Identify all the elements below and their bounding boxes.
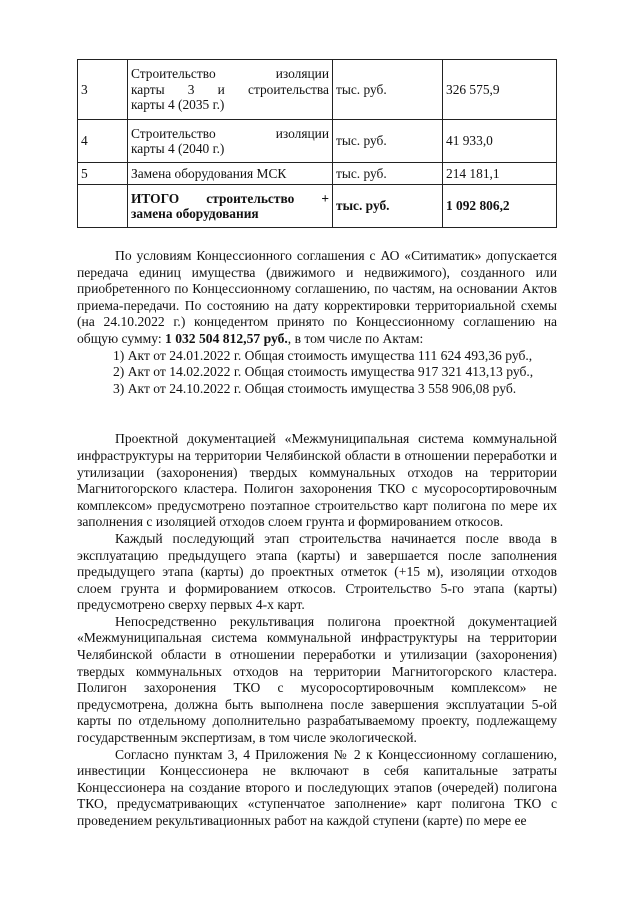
- paragraph-concession: По условиям Концессионного соглашения с АО «Ситиматик» допускается передача единиц имущества (движимого и недвижимого), созданного или приобретенного по Концессионному соглашению, по частям, на основании Актов приема-передачи. По состоянию на дату корректировки территориальной схемы (на 24.10.2022 г.) концедентом принято по Концессионному соглашению на общую сумму: 1 032 504 812,57 руб., в том числе по Актам:: [77, 248, 557, 346]
- row-number: 5: [78, 163, 128, 185]
- row-unit: тыс. руб.: [333, 60, 443, 120]
- table-row: [78, 120, 557, 163]
- table-total-row: [78, 185, 557, 228]
- body-text: [77, 248, 557, 830]
- cost-table: [77, 59, 557, 228]
- act-item: 3) Акт от 24.10.2022 г. Общая стоимость имущества 3 558 906,08 руб.: [113, 380, 517, 396]
- row-value: 326 575,9: [443, 60, 557, 120]
- row-name: ИТОГО строительство + замена оборудования: [128, 185, 333, 228]
- total-sum: 1 032 504 812,57 руб.: [165, 330, 288, 346]
- paragraph-project: Проектной документацией «Межмуниципальная система коммунальной инфраструктуры на территории Челябинской области в отношении переработки и утилизации (захоронения) твердых коммунальных отходов на территории Магнитогорского кластера. Полигон захоронения ТКО с мусоросортировочным комплексом» предусмотрено поэтапное строительство карт полигона по мере их заполнения с изоляцией отходов слоем грунта и формированием откосов.: [77, 431, 557, 530]
- act-item: 1) Акт от 24.01.2022 г. Общая стоимость имущества 111 624 493,36 руб.,: [113, 347, 533, 363]
- row-number: [78, 185, 128, 228]
- row-value: 214 181,1: [443, 163, 557, 185]
- paragraph-stages: Каждый последующий этап строительства начинается после ввода в эксплуатацию предыдущего этапа (карты) и завершается после заполнения предыдущего этапа (карты) до проектных отметок (+15 м), изоляции отходов слоем грунта и формированием откосов. Строительство 5-го этапа (карты) предусмотрено сверху первых 4-х карт.: [77, 530, 557, 613]
- row-number: 4: [78, 120, 128, 163]
- table-row: [78, 60, 557, 120]
- act-item: 2) Акт от 14.02.2022 г. Общая стоимость имущества 917 321 413,13 руб.,: [113, 364, 534, 380]
- paragraph-recultivation: Непосредственно рекультивация полигона проектной документацией «Межмуниципальная система коммунальной инфраструктуры на территории Челябинской области в отношении переработки и утилизации (захоронения) твердых коммунальных отходов на территории Магнитогорского кластера. Полигон захоронения ТКО с мусоросортировочным комплексом» не предусмотрена, должна быть выполнена после завершения эксплуатации 5-ой карты по отдельному дополнительно разрабатываемому проекту, подлежащему государственным экспертизам, в том числе экологической.: [77, 613, 557, 746]
- row-name: Замена оборудования МСК: [128, 163, 333, 185]
- row-unit: тыс. руб.: [333, 185, 443, 228]
- row-unit: тыс. руб.: [333, 163, 443, 185]
- row-number: 3: [78, 60, 128, 120]
- row-unit: тыс. руб.: [333, 120, 443, 163]
- row-name: Строительство изоляции карты 3 и строительства карты 4 (2035 г.): [128, 60, 333, 120]
- paragraph-investments: Согласно пунктам 3, 4 Приложения № 2 к Концессионному соглашению, инвестиции Концессионера не включают в себя капитальные затраты Концессионера на создание второго и последующих этапов (очередей) полигона ТКО, предусматривающих «ступенчатое заполнение» карт полигона ТКО с проведением рекультивационных работ на каждой ступени (карте) по мере ее: [77, 746, 557, 828]
- row-value: 41 933,0: [443, 120, 557, 163]
- row-value: 1 092 806,2: [443, 185, 557, 228]
- table-row: [78, 163, 557, 185]
- row-name: Строительство изоляции карты 4 (2040 г.): [128, 120, 333, 163]
